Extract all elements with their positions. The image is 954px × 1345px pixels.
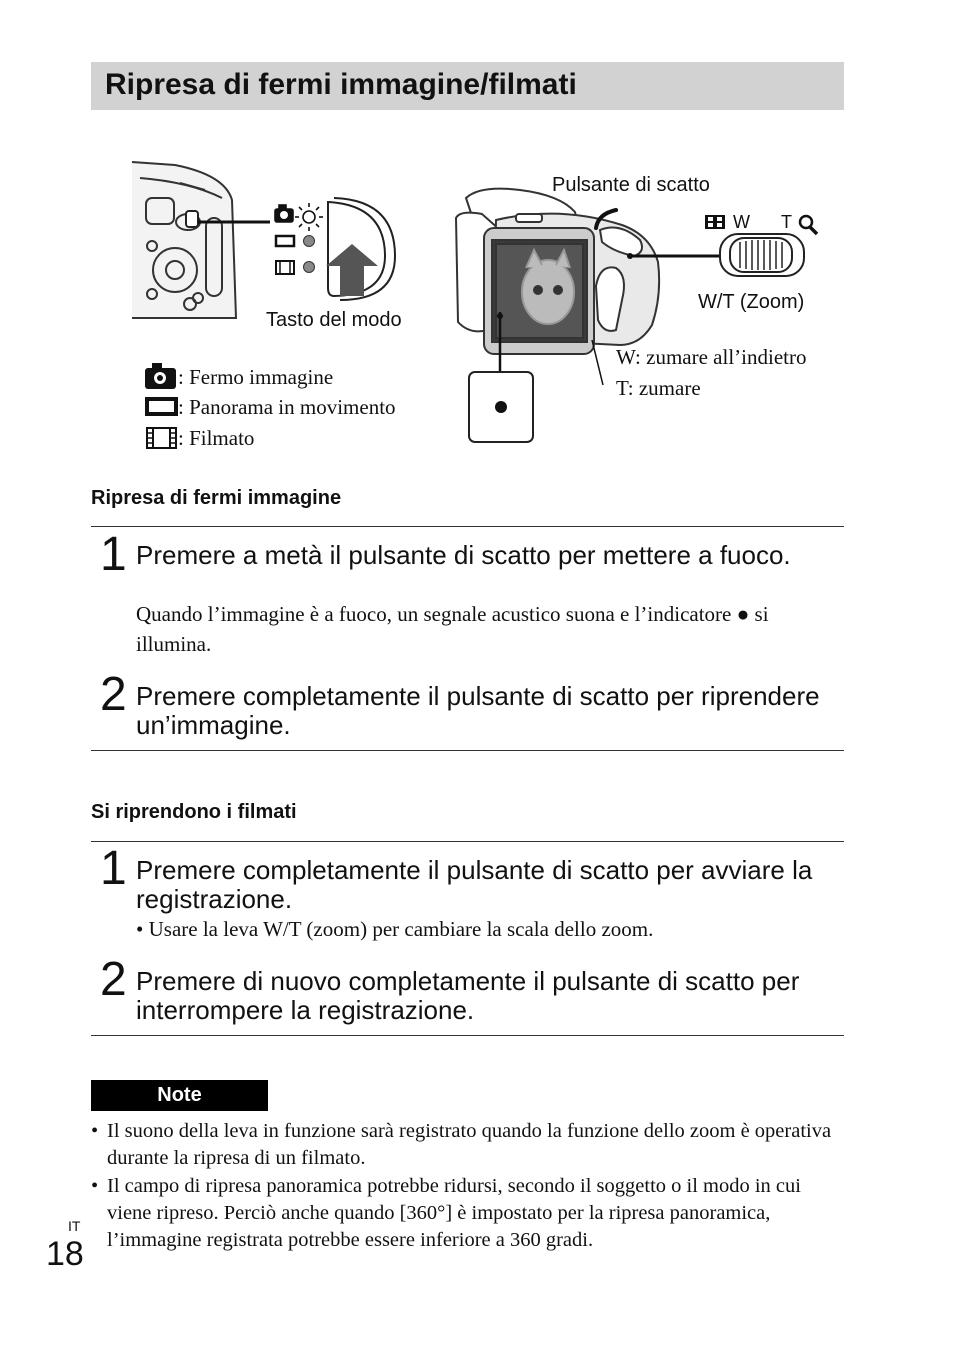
mode-legend-movie: : Filmato (178, 426, 255, 450)
lever-t-label: T (781, 212, 792, 232)
focus-indicator-icon (495, 401, 507, 413)
camera-icon (145, 363, 176, 389)
step-number: 1 (100, 528, 127, 581)
film-icon (147, 428, 176, 448)
note-item (91, 1118, 837, 1172)
camera-illustration (0, 0, 954, 470)
section-rule-top (91, 526, 844, 527)
lever-w-label: W (733, 212, 750, 232)
zoom-t-description: T: zumare (616, 376, 701, 400)
step-detail: Quando l’immagine è a fuoco, un segnale acustico suona e l’indicatore ● si illumina. (136, 602, 769, 656)
mode-key-illustration (326, 198, 395, 300)
shutter-button-label: Pulsante di scatto (552, 174, 710, 196)
page-number: 18 (46, 1235, 84, 1273)
section-rule-bottom (91, 1035, 844, 1036)
step-text: Premere completamente il pulsante di scatto per riprendere un’immagine. (136, 681, 820, 740)
page-language: IT (68, 1218, 81, 1234)
step-number: 1 (100, 842, 127, 895)
note-text: Il suono della leva in funzione sarà registrato quando la funzione dello zoom è operativa durante la ripresa di un filmato. (107, 1120, 832, 1169)
camera-mode-icon (275, 203, 323, 231)
step-number: 2 (100, 668, 127, 721)
section-title-stills: Ripresa di fermi immagine (91, 487, 342, 509)
note-badge: Note (91, 1080, 268, 1111)
zoom-lever-label: W/T (Zoom) (698, 291, 805, 313)
note-text: Il campo di ripresa panoramica potrebbe ridursi, secondo il soggetto o il modo in cui viene ripreso. Perciò anche quando [360°] è impostato per la ripresa panoramica, l’immagine registrata potrebbe essere inferiore a 360 gradi. (107, 1175, 801, 1251)
step-detail: • Usare la leva W/T (zoom) per cambiare la scala dello zoom. (136, 917, 654, 941)
panorama-icon (147, 399, 176, 414)
panorama-mode-icon (276, 236, 315, 247)
step-text: Premere a metà il pulsante di scatto per mettere a fuoco. (136, 540, 791, 570)
magnifier-zoom-in-icon (800, 216, 817, 234)
step-text: Premere completamente il pulsante di scatto per avviare la registrazione. (136, 855, 813, 914)
mode-legend-panorama: : Panorama in movimento (178, 395, 396, 419)
page-title: Ripresa di fermi immagine/filmati (105, 68, 577, 101)
grid-zoom-out-icon (705, 215, 725, 229)
section-rule-bottom (91, 750, 844, 751)
step-number: 2 (100, 953, 127, 1006)
camera-front (484, 214, 659, 354)
step-text: Premere di nuovo completamente il pulsante di scatto per interrompere la registrazione. (136, 966, 800, 1025)
section-rule-top (91, 841, 844, 842)
mode-legend-still: : Fermo immagine (178, 365, 334, 389)
bullet-icon: • (91, 1120, 99, 1142)
bullet-icon: • (91, 1175, 99, 1197)
film-mode-icon (276, 261, 315, 274)
note-item (91, 1173, 837, 1254)
mode-key-label: Tasto del modo (266, 309, 402, 331)
zoom-w-description: W: zumare all’indietro (616, 345, 807, 369)
zoom-lever (720, 234, 804, 276)
section-title-movies: Si riprendono i filmati (91, 801, 297, 823)
camera-back-partial (132, 162, 236, 318)
